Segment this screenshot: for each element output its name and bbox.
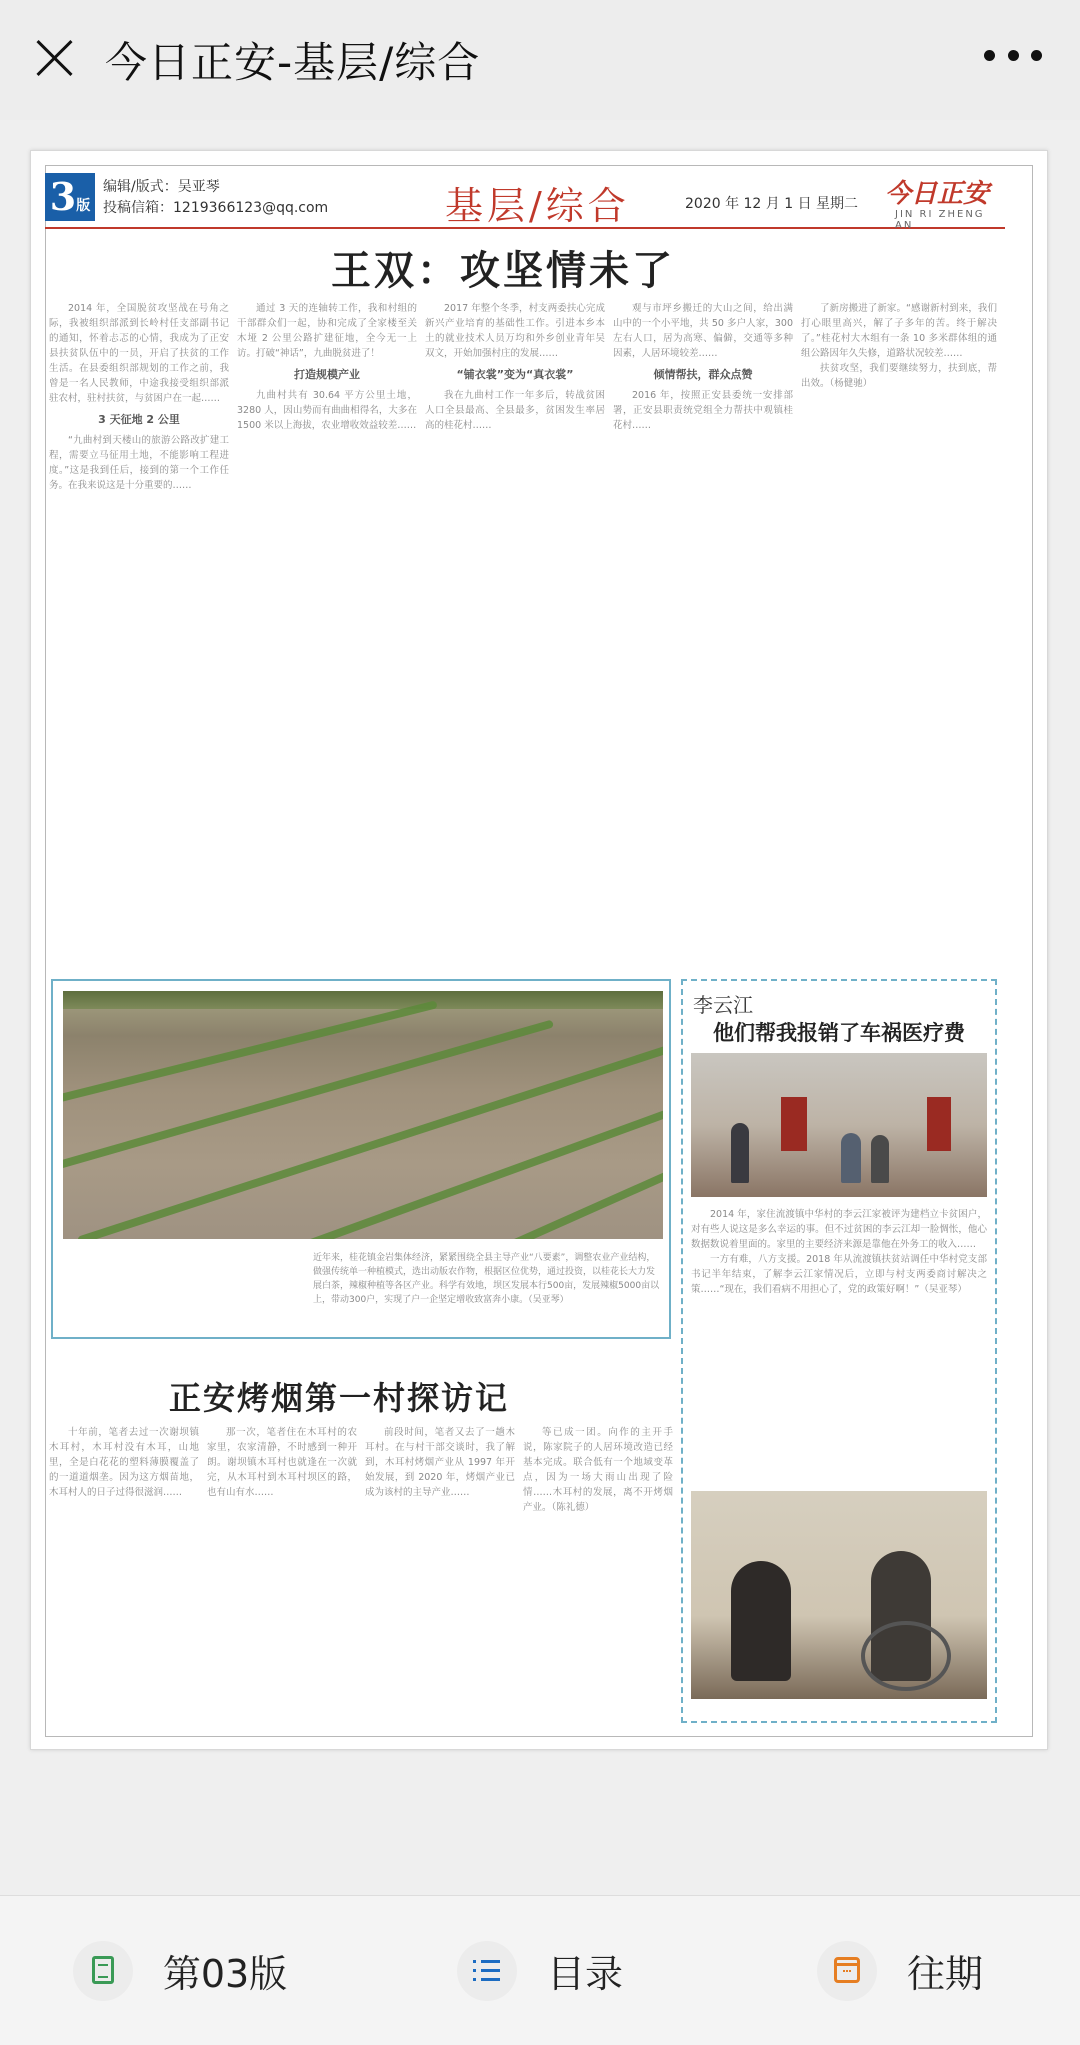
article-column [237, 301, 417, 971]
page-title: 今日正安-基层/综合 [105, 38, 481, 87]
top-bar [0, 0, 1080, 120]
newspaper-logo-sub: JIN RI ZHENG AN [895, 209, 985, 231]
calendar-icon [817, 1941, 877, 2001]
red-door [781, 1097, 807, 1151]
article-column [523, 1425, 673, 1725]
article-column [613, 301, 793, 971]
sidebar-headline: 他们帮我报销了车祸医疗费 [713, 1021, 965, 1045]
editor-info [103, 177, 328, 219]
article-column [365, 1425, 515, 1725]
person-figure [841, 1133, 861, 1183]
sidebar-paragraph: 2014 年，家住流渡镇中华村的李云江家被评为建档立卡贫困户，对有些人说这是多么幸运的事。但不过贫困的李云江却一脸惆怅，他心数据数说着里面的。家里的主要经济来源是靠他在外务工的收入…… [691, 1209, 987, 1250]
sidebar-text [691, 1207, 987, 1483]
article-paragraph: 前段时间，笔者又去了一趟木耳村。在与村干部交谈时，我了解到，木耳村烤烟产业从 1997 年开始发展，到 2020 年，烤烟产业已成为该村的主导产业…… [365, 1427, 515, 1498]
article-subheading: 打造规模产业 [294, 368, 360, 381]
article-subheading: 倾情帮扶，群众点赞 [653, 368, 753, 381]
editor-name: 编辑/版式：吴亚琴 [103, 179, 220, 195]
article-paragraph: 那一次，笔者住在木耳村的农家里，农家清静，不时感到一种开朗。谢坝镇木耳村也就逢在一次就完，从木耳村到木耳村坝区的路，也有山有水…… [207, 1427, 357, 1498]
section-title: 基层/综合 [445, 184, 630, 228]
nav-label: 目录 [546, 1952, 623, 1996]
wheelchair [861, 1621, 951, 1691]
article-column [49, 301, 229, 971]
editor-email: 投稿信箱：1219366123@qq.com [103, 200, 329, 216]
article-paragraph: 2014 年，全国脱贫攻坚战在号角之际，我被组织部派到长岭村任支部副书记的通知，怀着忐忑的心情，我成为了正安县扶贫队伍中的一员，开启了扶贫的工作生活。在县委组织部规划的工作之前，我曾是一名人民教师，中途我接受组织部派驻农村，驻村扶贫，与贫困户在一起…… [49, 303, 229, 404]
page-number-badge: 3版 [45, 173, 95, 221]
field-photo [63, 991, 663, 1239]
nav-past-issues[interactable] [720, 1896, 1080, 2045]
newspaper-logo: 今日正安 [885, 179, 990, 209]
article-column [801, 301, 997, 971]
person-figure [731, 1123, 749, 1183]
crop-row [63, 1000, 438, 1109]
red-door [927, 1097, 951, 1151]
article-paragraph: 我在九曲村工作一年多后，转战贫困人口全县最高、全县最多，贫困发生率居高的桂花村…… [425, 390, 605, 431]
person-figure [871, 1135, 889, 1183]
list-icon [457, 1941, 517, 2001]
article-column [49, 1425, 199, 1725]
article-paragraph: 2017 年整个冬季，村支两委扶心完成新兴产业培育的基础性工作。引进本乡本土的就业技术人员万均和外乡创业青年吴双文，开始加强村庄的发展…… [425, 303, 605, 359]
article-paragraph: 2016 年，按照正安县委统一安排部署，正安县职责统党组全力帮扶中观镇桂花村…… [613, 390, 793, 431]
newspaper-page[interactable] [30, 150, 1048, 1750]
more-options-icon[interactable] [984, 50, 1042, 64]
article-paragraph: 观与市坪乡搬迁的大山之间，给出满山中的一个小平地，共 50 多户人家，300 左右人口，居为高寒、偏僻，交通等多种因素，人居环境较差…… [613, 303, 793, 359]
article-headline: 王双：攻坚情未了 [331, 247, 675, 294]
nav-current-page[interactable] [0, 1896, 360, 2045]
nav-label: 往期 [906, 1952, 983, 1996]
crop-row [63, 1019, 554, 1170]
house-photo [691, 1053, 987, 1197]
article-paragraph: 了新房搬进了新家。“感谢新村到来，我们打心眼里高兴，解了子多年的苦。终于解决了。”桂花村大木组有一条 10 多米群体组的通组公路因年久失修，道路状况较差…… [801, 303, 997, 359]
nav-label: 第03版 [162, 1952, 288, 1996]
issue-date: 2020 年 12 月 1 日 星期二 [685, 196, 859, 212]
masthead [45, 173, 1005, 229]
article-paragraph: 等已成一团。向作的主开手说，陈家院子的人居环境改造已经基本完成。联合低有一个地域变革点，因为一场大雨山出现了险情……木耳村的发展，离不开烤烟产业。（陈礼德） [523, 1427, 673, 1513]
sidebar-name: 李云江 [693, 993, 753, 1017]
article-column [207, 1425, 357, 1725]
article-headline-2: 正安烤烟第一村探访记 [169, 1379, 510, 1417]
person-figure [731, 1561, 791, 1681]
article-paragraph: 扶贫攻坚，我们要继续努力，扶到底，帮出效。（杨健驰） [801, 363, 997, 389]
article-column [425, 301, 605, 971]
bottom-nav [0, 1895, 1080, 2045]
article-paragraph: 九曲村共有 30.64 平方公里土地，3280 人，因山势而有曲曲相得名，大多在 1500 米以上海拔，农业增收效益较差…… [237, 390, 417, 431]
document-icon [73, 1941, 133, 2001]
article-subheading: 3 天征地 2 公里 [98, 413, 180, 426]
photo-caption: 近年来，桂花镇金岩集体经济，紧紧围绕全县主导产业“八要素”，调整农业产业结构，做强传统单一种植模式，选出动版农作物，根据区位优势，通过投资，以桂花长大力发展白茶，辣椒种植等各区产业。科学有效地，坝区发展本行500亩，发展辣椒5000亩以上，带动300户，实现了户一企坚定增收致富奔小康。（吴亚琴） [313, 1253, 660, 1305]
interview-photo [691, 1491, 987, 1699]
article-subheading: “铺衣裳”变为“真衣裳” [456, 368, 574, 381]
sidebar-paragraph: 一方有难，八方支援。2018 年从流渡镇扶贫站调任中华村党支部书记半年结束，了解李云江家情况后，立即与村支两委商讨解决之策……“现在，我们看病不用担心了，党的政策好啊！”（吴亚琴） [691, 1254, 987, 1295]
article-paragraph: 通过 3 天的连轴转工作，我和村组的干部群众们一起，协和完成了全家楼至关木垭 2 公里公路扩建征地，全今无一上访。打破“神话”，九曲脱贫进了！ [237, 303, 417, 359]
article-paragraph: 十年前，笔者去过一次谢坝镇木耳村，木耳村没有木耳，山地里，全是白花花的塑料薄膜覆盖了的一道道烟垄。因为这方烟苗地，木耳村人的日子过得很滋润…… [49, 1427, 199, 1498]
sidebar-story [681, 979, 997, 1723]
tree-line [63, 991, 663, 1009]
article-paragraph: “九曲村到天楼山的旅游公路改扩建工程，需要立马征用土地，不能影响工程进度。”这是我到任后，接到的第一个工作任务。在我来说这是十分重要的…… [49, 435, 229, 491]
field-photo-box [51, 979, 671, 1339]
nav-contents[interactable] [360, 1896, 720, 2045]
close-icon[interactable] [34, 38, 74, 78]
